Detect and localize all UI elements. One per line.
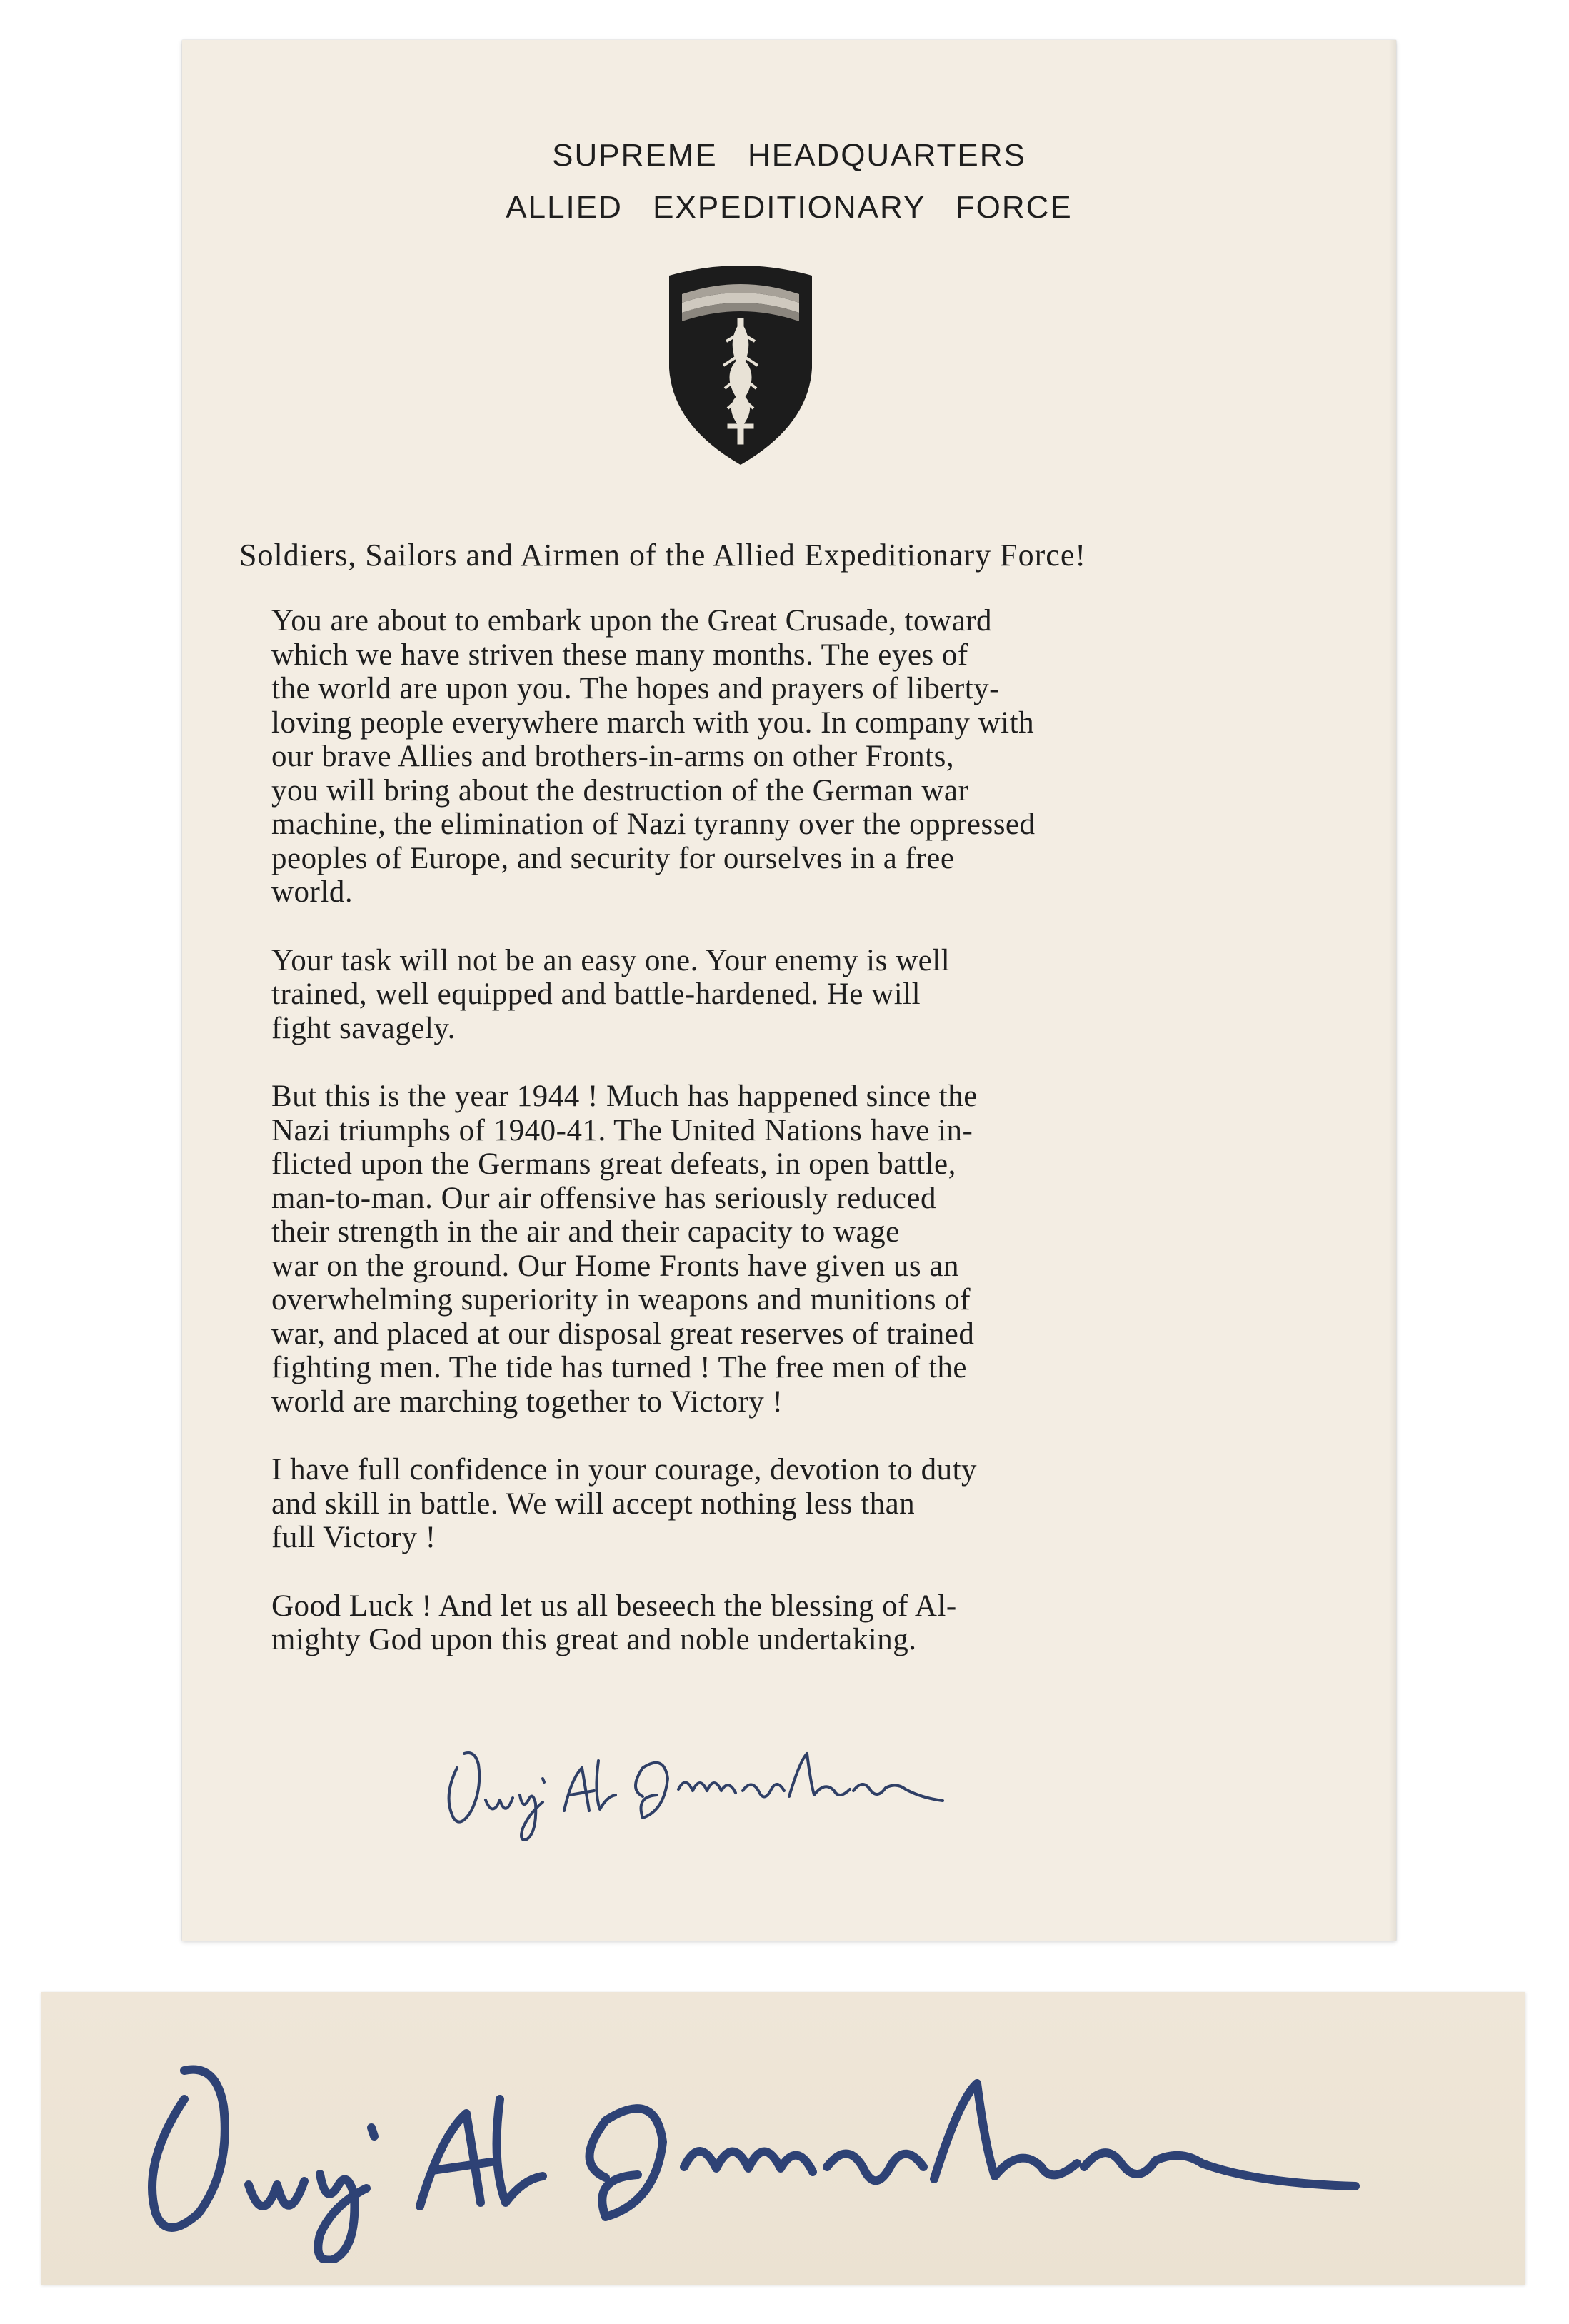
text-line: our brave Allies and brothers-in-arms on other Fronts, bbox=[271, 740, 955, 773]
paragraph-year-1944 bbox=[271, 1080, 1257, 1419]
shaef-shield-emblem-icon bbox=[662, 261, 819, 468]
text-line: war on the ground. Our Home Fronts have given us an bbox=[271, 1249, 959, 1283]
signature-closeup-panel bbox=[41, 1992, 1525, 2285]
text-line: Good Luck ! And let us all beseech the blessing of Al- bbox=[271, 1589, 957, 1623]
text-line: overwhelming superiority in weapons and munitions of bbox=[271, 1283, 971, 1317]
paragraph-confidence bbox=[271, 1453, 1257, 1555]
eisenhower-signature bbox=[428, 1711, 971, 1846]
text-line: man-to-man. Our air offensive has seriously reduced bbox=[271, 1181, 936, 1215]
text-line: the world are upon you. The hopes and prayers of liberty- bbox=[271, 672, 1000, 705]
text-line: world. bbox=[271, 875, 354, 909]
paragraph-crusade bbox=[271, 604, 1257, 910]
text-line: loving people everywhere march with you. In company with bbox=[271, 705, 1035, 740]
text-line: peoples of Europe, and security for ourselves in a free bbox=[271, 841, 955, 875]
header-line-allied-expeditionary-force: ALLIED EXPEDITIONARY FORCE bbox=[506, 190, 1073, 225]
text-line: machine, the elimination of Nazi tyranny over the oppressed bbox=[271, 808, 1036, 841]
text-line: which we have striven these many months. The eyes of bbox=[271, 638, 968, 672]
text-line: You are about to embark upon the Great Crusade, toward bbox=[271, 604, 992, 638]
paragraph-good-luck bbox=[271, 1589, 1257, 1657]
text-line: I have full confidence in your courage, devotion to duty bbox=[271, 1453, 978, 1487]
text-line: fighting men. The tide has turned ! The free men of the bbox=[271, 1351, 968, 1384]
printed-message-sheet bbox=[182, 40, 1396, 1941]
text-line: and skill in battle. We will accept nothing less than bbox=[271, 1487, 916, 1521]
text-line: Your task will not be an easy one. Your enemy is well bbox=[271, 943, 951, 977]
text-line: mighty God upon this great and noble undertaking. bbox=[271, 1623, 917, 1656]
text-line: their strength in the air and their capacity to wage bbox=[271, 1215, 900, 1249]
text-line: war, and placed at our disposal great reserves of trained bbox=[271, 1317, 975, 1351]
text-line: Nazi triumphs of 1940-41. The United Nations have in- bbox=[271, 1113, 973, 1147]
header-line-supreme-headquarters: SUPREME HEADQUARTERS bbox=[552, 138, 1026, 173]
text-line: you will bring about the destruction of the German war bbox=[271, 773, 969, 808]
text-line: world are marching together to Victory ! bbox=[271, 1384, 783, 1419]
paragraph-task bbox=[271, 944, 1257, 1046]
salutation: Soldiers, Sailors and Airmen of the Allied Expeditionary Force! bbox=[239, 538, 1087, 573]
text-line: trained, well equipped and battle-hardened. He will bbox=[271, 977, 921, 1011]
text-line: flicted upon the Germans great defeats, in open battle, bbox=[271, 1147, 956, 1181]
message-body bbox=[271, 604, 1257, 1691]
eisenhower-signature-closeup bbox=[106, 2021, 1484, 2263]
text-line: full Victory ! bbox=[271, 1521, 436, 1554]
text-line: But this is the year 1944 ! Much has happened since the bbox=[271, 1080, 978, 1113]
text-line: fight savagely. bbox=[271, 1011, 456, 1045]
